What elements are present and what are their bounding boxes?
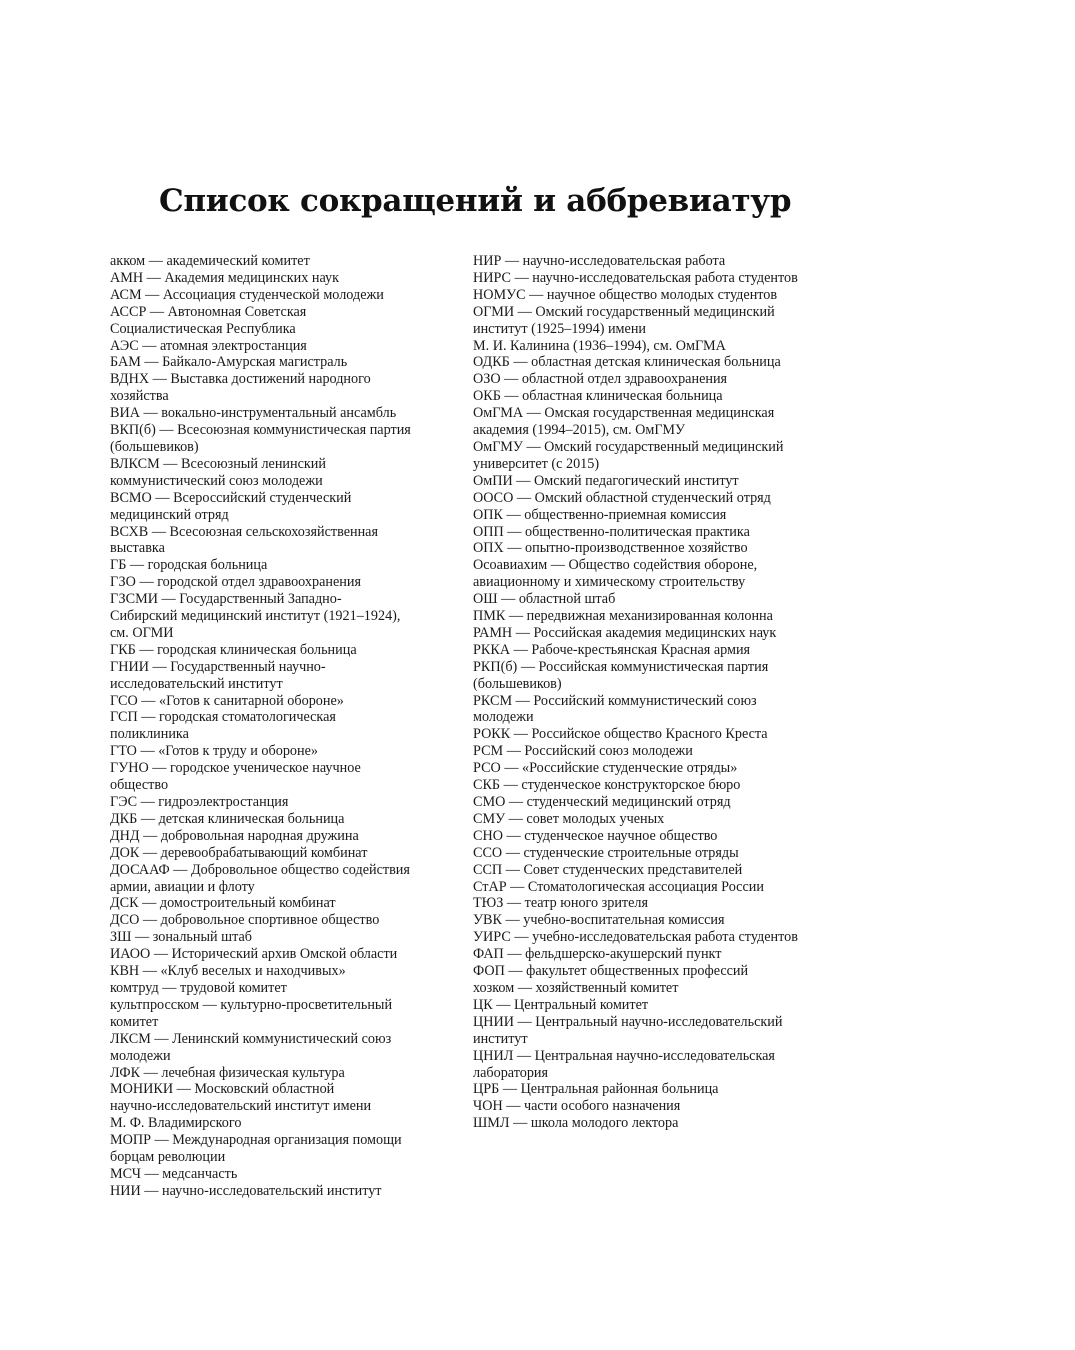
abbreviation-line: РКП(б) — Российская коммунистическая партия: [473, 658, 769, 675]
abbreviation-line: см. ОГМИ: [110, 624, 174, 641]
abbreviation-line: СМО — студенческий медицинский отряд: [473, 794, 731, 810]
abbreviation-line: ООСО — Омский областной студенческий отряд: [473, 489, 771, 506]
abbreviation-line: комитет: [110, 1013, 159, 1030]
abbreviation-line: РККА — Рабоче-крестьянская Красная армия: [473, 641, 751, 658]
abbreviation-line: выставка: [110, 540, 165, 557]
abbreviation-line: медицинский отряд: [110, 506, 229, 523]
abbreviation-line: МСЧ — медсанчасть: [110, 1165, 238, 1182]
abbreviation-line: ГТО — «Готов к труду и обороне»: [110, 743, 319, 760]
abbreviation-line: лаборатория: [473, 1064, 549, 1081]
abbreviation-line: СМУ — совет молодых ученых: [473, 810, 665, 827]
abbreviation-line: УИРС — учебно-исследовательская работа студентов: [473, 929, 798, 946]
abbreviation-line: АЭС — атомная электростанция: [110, 337, 307, 354]
abbreviation-line: ВКП(б) — Всесоюзная коммунистическая партия: [110, 422, 411, 439]
abbreviation-line: ГСО — «Готов к санитарной обороне»: [110, 692, 344, 709]
abbreviation-line: ДНД — добровольная народная дружина: [110, 827, 359, 844]
abbreviation-line: АСМ — Ассоциация студенческой молодежи: [110, 286, 384, 303]
abbreviation-line: ЛКСМ — Ленинский коммунистический союз: [110, 1030, 392, 1047]
abbreviation-line: РСМ — Российский союз молодежи: [473, 743, 693, 760]
abbreviation-line: борцам революции: [110, 1149, 226, 1166]
abbreviation-line: культпросском — культурно-просветительный: [110, 996, 393, 1013]
abbreviation-line: ДОСААФ — Добровольное общество содействия: [110, 861, 410, 878]
abbreviation-line: ГЭС — гидроэлектростанция: [110, 794, 289, 810]
abbreviations-right-column: [473, 253, 835, 1132]
abbreviation-line: ОмГМУ — Омский государственный медицинский: [473, 438, 784, 455]
abbreviation-line: М. И. Калинина (1936–1994), см. ОмГМА: [473, 337, 726, 354]
abbreviation-line: исследовательский институт: [110, 675, 283, 692]
abbreviation-line: НИИ — научно-исследовательский институт: [110, 1182, 382, 1199]
abbreviation-line: РСО — «Российские студенческие отряды»: [473, 760, 738, 777]
abbreviation-line: Сибирский медицинский институт (1921–1924),: [110, 608, 401, 625]
abbreviation-line: МОПР — Международная организация помощи: [110, 1132, 402, 1149]
abbreviation-line: ГУНО — городское ученическое научное: [110, 760, 361, 777]
abbreviation-line: ГНИИ — Государственный научно-: [110, 658, 326, 675]
abbreviation-line: авиационному и химическому строительству: [473, 574, 746, 591]
abbreviation-line: ГЗСМИ — Государственный Западно-: [110, 591, 342, 608]
abbreviation-line: поликлиника: [110, 726, 189, 743]
abbreviation-line: БАМ — Байкало-Амурская магистраль: [110, 354, 348, 371]
abbreviation-line: РОКК — Российское общество Красного Креста: [473, 726, 768, 743]
abbreviation-line: (большевиков): [110, 438, 199, 455]
abbreviation-line: институт: [473, 1030, 528, 1047]
abbreviation-line: ОГМИ — Омский государственный медицинский: [473, 303, 775, 320]
abbreviation-line: РАМН — Российская академия медицинских наук: [473, 624, 777, 641]
abbreviation-line: УВК — учебно-воспитательная комиссия: [473, 912, 725, 929]
abbreviation-line: АССР — Автономная Советская: [110, 303, 307, 320]
abbreviation-line: ВСМО — Всероссийский студенческий: [110, 489, 352, 506]
abbreviation-line: ЦК — Центральный комитет: [473, 996, 649, 1013]
abbreviation-line: КВН — «Клуб веселых и находчивых»: [110, 963, 346, 980]
abbreviation-line: ОПК — общественно-приемная комиссия: [473, 506, 727, 523]
abbreviation-line: ШМЛ — школа молодого лектора: [473, 1115, 679, 1132]
abbreviations-left-column: [110, 253, 450, 1200]
abbreviation-line: молодежи: [473, 709, 534, 726]
page-title: Список сокращений и аббревиатур: [159, 183, 792, 219]
abbreviation-line: МОНИКИ — Московский областной: [110, 1081, 335, 1098]
abbreviation-line: ТЮЗ — театр юного зрителя: [473, 895, 649, 912]
abbreviation-line: ДСО — добровольное спортивное общество: [110, 912, 380, 929]
abbreviation-line: ВСХВ — Всесоюзная сельскохозяйственная: [110, 523, 379, 540]
abbreviation-line: ФОП — факультет общественных профессий: [473, 963, 749, 980]
abbreviation-line: ССП — Совет студенческих представителей: [473, 861, 743, 878]
abbreviation-line: ИАОО — Исторический архив Омской области: [110, 946, 398, 963]
abbreviation-line: ГБ — городская больница: [110, 557, 268, 574]
abbreviation-line: ЛФК — лечебная физическая культура: [110, 1064, 345, 1081]
abbreviation-line: хозяйства: [110, 388, 169, 405]
abbreviation-line: Осоавиахим — Общество содействия обороне,: [473, 557, 758, 574]
abbreviation-line: ГКБ — городская клиническая больница: [110, 641, 357, 658]
abbreviation-line: ССО — студенческие строительные отряды: [473, 844, 739, 861]
abbreviation-line: ПМК — передвижная механизированная колонна: [473, 608, 773, 625]
abbreviation-line: армии, авиации и флоту: [110, 878, 255, 895]
abbreviation-line: коммунистический союз молодежи: [110, 472, 323, 489]
abbreviation-line: М. Ф. Владимирского: [110, 1115, 242, 1132]
abbreviation-line: академия (1994–2015), см. ОмГМУ: [473, 422, 686, 439]
abbreviation-line: ГСП — городская стоматологическая: [110, 709, 336, 726]
abbreviation-line: ЦНИИ — Центральный научно-исследовательский: [473, 1013, 783, 1030]
abbreviation-line: ДСК — домостроительный комбинат: [110, 895, 336, 912]
abbreviation-line: ЦРБ — Центральная районная больница: [473, 1081, 719, 1098]
abbreviation-line: НИР — научно-исследовательская работа: [473, 253, 726, 269]
abbreviation-line: ВИА — вокально-инструментальный ансамбль: [110, 405, 397, 422]
abbreviation-line: РКСМ — Российский коммунистический союз: [473, 692, 757, 709]
abbreviation-line: ОКБ — областная клиническая больница: [473, 388, 723, 405]
abbreviation-line: университет (с 2015): [473, 455, 600, 472]
abbreviation-line: институт (1925–1994) имени: [473, 320, 647, 337]
abbreviation-line: ДОК — деревообрабатывающий комбинат: [110, 844, 368, 861]
abbreviation-line: ГЗО — городской отдел здравоохранения: [110, 574, 361, 591]
abbreviation-line: ЦНИЛ — Центральная научно-исследовательская: [473, 1047, 775, 1064]
abbreviation-line: ОПХ — опытно-производственное хозяйство: [473, 540, 748, 557]
abbreviation-line: ОЗО — областной отдел здравоохранения: [473, 371, 728, 388]
abbreviation-line: ОДКБ — областная детская клиническая больница: [473, 354, 781, 371]
abbreviation-line: ВДНХ — Выставка достижений народного: [110, 371, 371, 388]
abbreviation-line: СтАР — Стоматологическая ассоциация России: [473, 878, 764, 895]
abbreviation-line: (большевиков): [473, 675, 562, 692]
abbreviation-line: НОМУС — научное общество молодых студентов: [473, 286, 778, 303]
abbreviation-line: ОмПИ — Омский педагогический институт: [473, 472, 739, 489]
abbreviation-line: ФАП — фельдшерско-акушерский пункт: [473, 946, 722, 963]
abbreviation-line: хозком — хозяйственный комитет: [473, 979, 679, 996]
abbreviation-line: акком — академический комитет: [110, 253, 310, 269]
abbreviation-line: комтруд — трудовой комитет: [110, 979, 287, 996]
abbreviation-line: НИРС — научно-исследовательская работа студентов: [473, 269, 798, 286]
abbreviation-line: ОмГМА — Омская государственная медицинская: [473, 405, 775, 422]
abbreviation-line: ДКБ — детская клиническая больница: [110, 810, 345, 827]
abbreviation-line: ЧОН — части особого назначения: [473, 1098, 681, 1115]
abbreviation-line: АМН — Академия медицинских наук: [110, 269, 340, 286]
abbreviation-line: СНО — студенческое научное общество: [473, 827, 718, 844]
abbreviation-line: научно-исследовательский институт имени: [110, 1098, 372, 1115]
abbreviation-line: Социалистическая Республика: [110, 320, 296, 337]
abbreviation-line: ОПП — общественно-политическая практика: [473, 523, 750, 540]
abbreviation-line: общество: [110, 777, 169, 794]
abbreviation-line: ВЛКСМ — Всесоюзный ленинский: [110, 455, 326, 472]
abbreviation-line: ЗШ — зональный штаб: [110, 929, 252, 946]
abbreviation-line: молодежи: [110, 1047, 171, 1064]
abbreviation-line: ОШ — областной штаб: [473, 591, 616, 608]
abbreviation-line: СКБ — студенческое конструкторское бюро: [473, 777, 741, 794]
